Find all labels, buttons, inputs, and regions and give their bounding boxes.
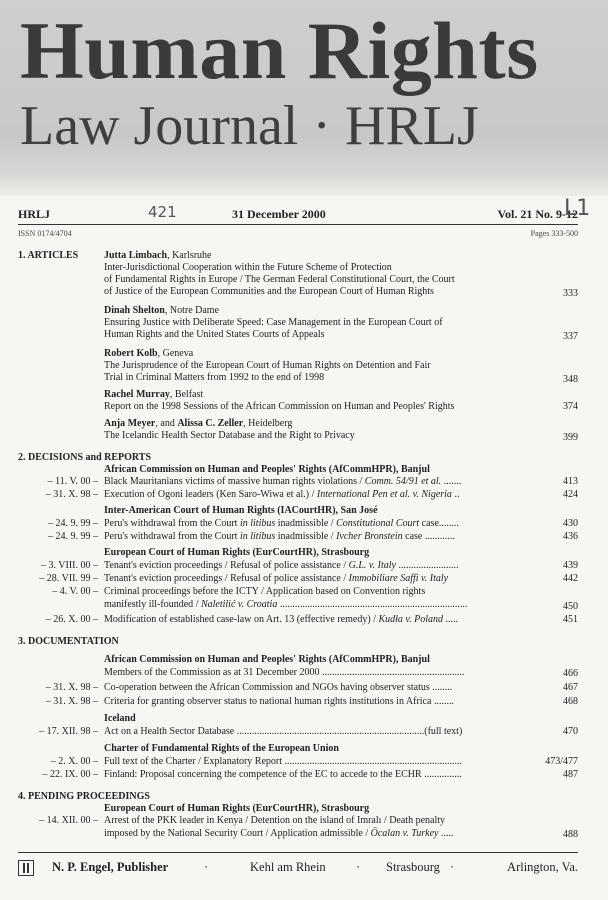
- article-title-line: of Fundamental Rights in Europe / The German Federal Constitutional Court, the Court: [104, 274, 455, 285]
- journal-title: Human Rights: [20, 5, 539, 96]
- article-author: Rachel Murray: [104, 389, 170, 400]
- decision-date: – 3. VIII. 00 –: [40, 560, 98, 571]
- decision-date: – 4. V. 00 –: [52, 586, 98, 597]
- doc-heading: African Commission on Human and Peoples' Rights (AfCommHPR), Banjul: [104, 654, 430, 665]
- case-name: Naletilić v. Croatia: [200, 599, 278, 610]
- decision-entry: Peru's withdrawal from the Court in litibus inadmissible / Ivcher Bronstein case ............: [104, 531, 455, 542]
- doc-page: 487: [563, 769, 578, 780]
- article-place: , Belfast: [169, 389, 204, 400]
- doc-page: 466: [563, 668, 578, 679]
- decision-entry: Tenant's eviction proceedings / Refusal of police assistance / Immobiliare Saffi v. Italy: [104, 573, 449, 584]
- court-heading: European Court of Human Rights (EurCourtHR), Strasbourg: [104, 547, 370, 558]
- journal-abbr: HRLJ: [18, 207, 51, 221]
- case-name: Immobiliare Saffi v. Italy: [348, 573, 449, 584]
- pending-entry: Arrest of the PKK leader in Kenya / Detention on the island of Imralı / Death penalty: [104, 815, 446, 826]
- article-title-line: The Icelandic Health Sector Database and the Right to Privacy: [104, 430, 355, 441]
- court-heading: African Commission on Human and Peoples' Rights (AfCommHPR), Banjul: [104, 464, 430, 475]
- handwritten-note: 421: [148, 203, 177, 221]
- issue-header: [18, 203, 578, 223]
- article-author-line: [104, 305, 219, 317]
- issn: ISSN 0174/4704: [18, 229, 72, 238]
- article-author-sep: , and: [155, 418, 178, 429]
- case-name: G.L. v. Italy: [348, 560, 396, 571]
- decision-date: – 24. 9. 99 –: [48, 531, 98, 542]
- doc-date: – 31. X. 98 –: [45, 696, 98, 707]
- decision-date: – 11. V. 00 –: [47, 476, 98, 487]
- decision-entry: Black Mauritanians victims of massive human rights violations / Comm. 54/91 et al. .......: [104, 476, 462, 487]
- article-author: Dinah Shelton: [104, 305, 165, 316]
- article-author-line: [104, 418, 292, 430]
- article-place: , Karlsruhe: [167, 250, 212, 261]
- section-articles: 1. ARTICLES: [18, 250, 79, 261]
- decision-page: 413: [563, 476, 578, 487]
- decision-entry: Tenant's eviction proceedings / Refusal of police assistance / G.L. v. Italy ........................: [104, 560, 459, 571]
- page-range: Pages 333-500: [530, 229, 578, 238]
- masthead: [0, 0, 608, 196]
- section-pending: 4. PENDING PROCEEDINGS: [18, 791, 150, 802]
- decision-entry: Execution of Ogoni leaders (Ken Saro-Wiwa et al.) / International Pen et al. v. Nigeria ..: [104, 489, 460, 500]
- article-page: 337: [563, 331, 578, 342]
- decision-entry: manifestly ill-founded / Naletilić v. Croatia ...........................................................................: [104, 599, 468, 610]
- publisher-footer: [18, 860, 578, 880]
- decision-page: 442: [563, 573, 578, 584]
- margin-mark: L1: [564, 196, 591, 221]
- court-heading: European Court of Human Rights (EurCourtHR), Strasbourg: [104, 803, 370, 814]
- article-title-line: Report on the 1998 Sessions of the African Commission on Human and Peoples' Rights: [104, 401, 455, 412]
- decision-entry: Peru's withdrawal from the Court in litibus inadmissible / Constitutional Court case........: [104, 518, 459, 529]
- case-name: Ivcher Bronstein: [336, 531, 403, 542]
- issue-date: 31 December 2000: [232, 207, 326, 221]
- decision-date: – 31. X. 98 –: [45, 489, 98, 500]
- footer-city: Strasbourg: [386, 860, 440, 874]
- header-rule: [18, 224, 578, 225]
- doc-heading: Iceland: [104, 713, 136, 724]
- doc-entry: Criteria for granting observer status to national human rights institutions in Africa ........: [104, 696, 454, 707]
- article-title-line: The Jurisprudence of the European Court of Human Rights on Detention and Fair: [104, 360, 431, 371]
- decision-page: 436: [563, 531, 578, 542]
- section-decisions: 2. DECISIONS and REPORTS: [18, 452, 152, 463]
- doc-heading: Charter of Fundamental Rights of the European Union: [104, 743, 339, 754]
- decision-date: – 28. VII. 99 –: [39, 573, 98, 584]
- article-author: Jutta Limbach: [104, 250, 168, 261]
- doc-entry: Co-operation between the African Commission and NGOs having observer status ........: [104, 682, 453, 693]
- doc-date: – 2. X. 00 –: [50, 756, 98, 767]
- publisher-logo-icon: [18, 860, 34, 876]
- decision-entry: Modification of established case-law on Art. 13 (effective remedy) / Kudła v. Poland .....: [104, 614, 458, 625]
- case-name: Comm. 54/91 et al.: [364, 476, 442, 487]
- article-place: , Geneva: [157, 348, 194, 359]
- publisher-name: N. P. Engel, Publisher: [52, 860, 169, 874]
- article-page: 399: [563, 432, 578, 443]
- decision-page: 424: [563, 489, 578, 500]
- article-title-line: Trial in Criminal Matters from 1992 to the end of 1998: [104, 372, 325, 383]
- decision-date: – 24. 9. 99 –: [48, 518, 98, 529]
- doc-page: 473/477: [545, 756, 578, 767]
- footer-rule: [18, 852, 578, 853]
- doc-date: – 17. XII. 98 –: [39, 726, 98, 737]
- footer-separator: ·: [204, 860, 209, 874]
- section-documentation: 3. DOCUMENTATION: [18, 636, 119, 647]
- article-page: 333: [563, 288, 578, 299]
- doc-page: 470: [563, 726, 578, 737]
- doc-date: – 31. X. 98 –: [45, 682, 98, 693]
- article-author-line: [104, 348, 193, 360]
- case-name: Kudła v. Poland: [378, 614, 443, 625]
- article-title-line: of Justice of the European Communities and the European Court of Human Rights: [104, 286, 434, 297]
- decision-entry: Criminal proceedings before the ICTY / Application based on Convention rights: [104, 586, 426, 597]
- decision-page: 430: [563, 518, 578, 529]
- article-author-line: [104, 389, 203, 401]
- pending-date: – 14. XII. 00 –: [39, 815, 98, 826]
- pending-page: 488: [563, 829, 578, 840]
- doc-entry: Act on a Health Sector Database ...........................................................................(full text): [104, 726, 463, 737]
- decision-page: 439: [563, 560, 578, 571]
- doc-entry: Finland: Proposal concerning the competence of the EC to accede to the ECHR ...............: [104, 769, 462, 780]
- footer-city: Arlington, Va.: [507, 860, 578, 874]
- doc-page: 467: [563, 682, 578, 693]
- issue-volume: Vol. 21 No. 9-12: [497, 207, 578, 221]
- article-place: , Notre Dame: [164, 305, 220, 316]
- footer-city: Kehl am Rhein: [250, 860, 326, 874]
- article-title-line: Ensuring Justice with Deliberate Speed: Case Management in the European Court of: [104, 317, 443, 328]
- case-name: Constitutional Court: [336, 518, 420, 529]
- article-title-line: Inter-Jurisdictional Cooperation within the Future Scheme of Protection: [104, 262, 392, 273]
- decision-page: 451: [563, 614, 578, 625]
- footer-separator: ·: [356, 860, 361, 874]
- doc-date: – 22. IX. 00 –: [42, 769, 98, 780]
- article-author: Robert Kolb: [104, 348, 158, 359]
- pending-entry: imposed by the National Security Court / Application admissible / Öcalan v. Turkey .....: [104, 828, 454, 839]
- case-name: Öcalan v. Turkey: [370, 828, 439, 839]
- journal-subtitle: Law Journal · HRLJ: [20, 95, 479, 157]
- footer-separator: ·: [450, 860, 455, 874]
- article-author: Alissa C. Zeller: [177, 418, 244, 429]
- article-title-line: Human Rights and the United States Courts of Appeals: [104, 329, 325, 340]
- court-heading: Inter-American Court of Human Rights (IACourtHR), San José: [104, 505, 378, 516]
- article-place: , Heidelberg: [243, 418, 293, 429]
- decision-date: – 26. X. 00 –: [45, 614, 98, 625]
- doc-entry: Members of the Commission as at 31 December 2000 .........................................................: [104, 667, 465, 678]
- doc-entry: Full text of the Charter / Explanatory Report .......................................................................: [104, 756, 463, 767]
- article-page: 348: [563, 374, 578, 385]
- case-name: International Pen et al. v. Nigeria: [316, 489, 452, 500]
- decision-page: 450: [563, 601, 578, 612]
- article-author-line: [104, 250, 212, 262]
- article-page: 374: [563, 401, 578, 412]
- issue-subheader: [18, 229, 578, 241]
- doc-page: 468: [563, 696, 578, 707]
- article-author: Anja Meyer: [104, 418, 156, 429]
